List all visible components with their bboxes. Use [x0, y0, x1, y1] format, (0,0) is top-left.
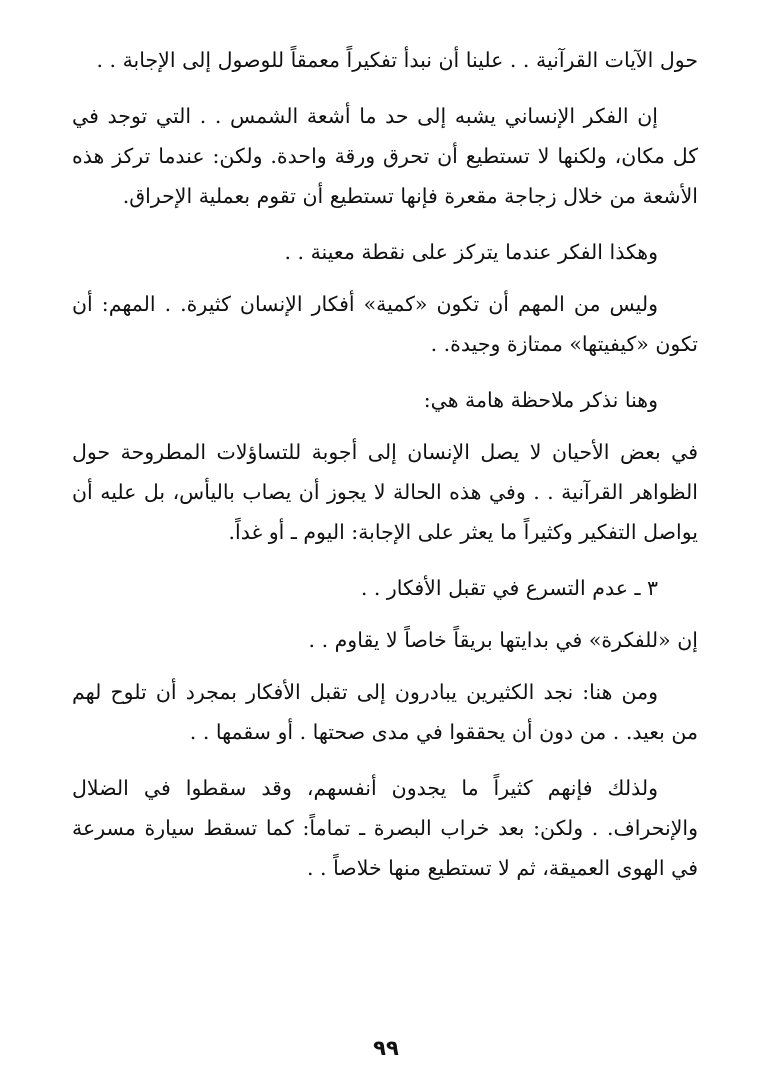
paragraph-1: حول الآيات القرآنية . . علينا أن نبدأ تفكيراً معمقاً للوصول إلى الإجابة . . — [96, 48, 698, 72]
paragraph-9: ولذلك فإنهم كثيراً ما يجدون أنفسهم، وقد سقطوا في الضلال والإنحراف. . ولكن: بعد خراب البصرة ـ تماماً: كما تسقط سيارة مسرعة في الهوى العميقة، ثم لا تستطيع منها خلاصاً . . — [72, 776, 698, 880]
section-heading-3: ٣ ـ عدم التسرع في تقبل الأفكار . . — [360, 576, 658, 600]
paragraph-6: في بعض الأحيان لا يصل الإنسان إلى أجوبة للتساؤلات المطروحة حول الظواهر القرآنية . . وفي هذه الحالة لا يجوز أن يصاب باليأس، بل عليه أن يواصل التفكير وكثيراً ما يعثر على الإجابة: اليوم ـ أو غداً. — [72, 440, 698, 544]
paragraph-7: إن «للفكرة» في بدايتها بريقاً خاصاً لا يقاوم . . — [308, 628, 698, 652]
paragraph-8: ومن هنا: نجد الكثيرين يبادرون إلى تقبل الأفكار بمجرد أن تلوح لهم من بعيد. . من دون أن يحققوا في مدى صحتها . أو سقمها . . — [72, 680, 698, 744]
paragraph-3: وهكذا الفكر عندما يتركز على نقطة معينة . . — [284, 240, 658, 264]
paragraph-4: وليس من المهم أن تكون «كمية» أفكار الإنسان كثيرة. . المهم: أن تكون «كيفيتها» ممتازة وجيدة. . — [72, 292, 698, 356]
paragraph-2: إن الفكر الإنساني يشبه إلى حد ما أشعة الشمس . . التي توجد في كل مكان، ولكنها لا تستطيع أن تحرق ورقة واحدة. ولكن: عندما تركز هذه الأشعة من خلال زجاجة مقعرة فإنها تستطيع أن تقوم بعملية الإحراق. — [72, 104, 698, 208]
page-body — [72, 40, 698, 904]
paragraph-5: وهنا نذكر ملاحظة هامة هي: — [423, 388, 658, 412]
page-number: ٩٩ — [373, 1036, 399, 1060]
